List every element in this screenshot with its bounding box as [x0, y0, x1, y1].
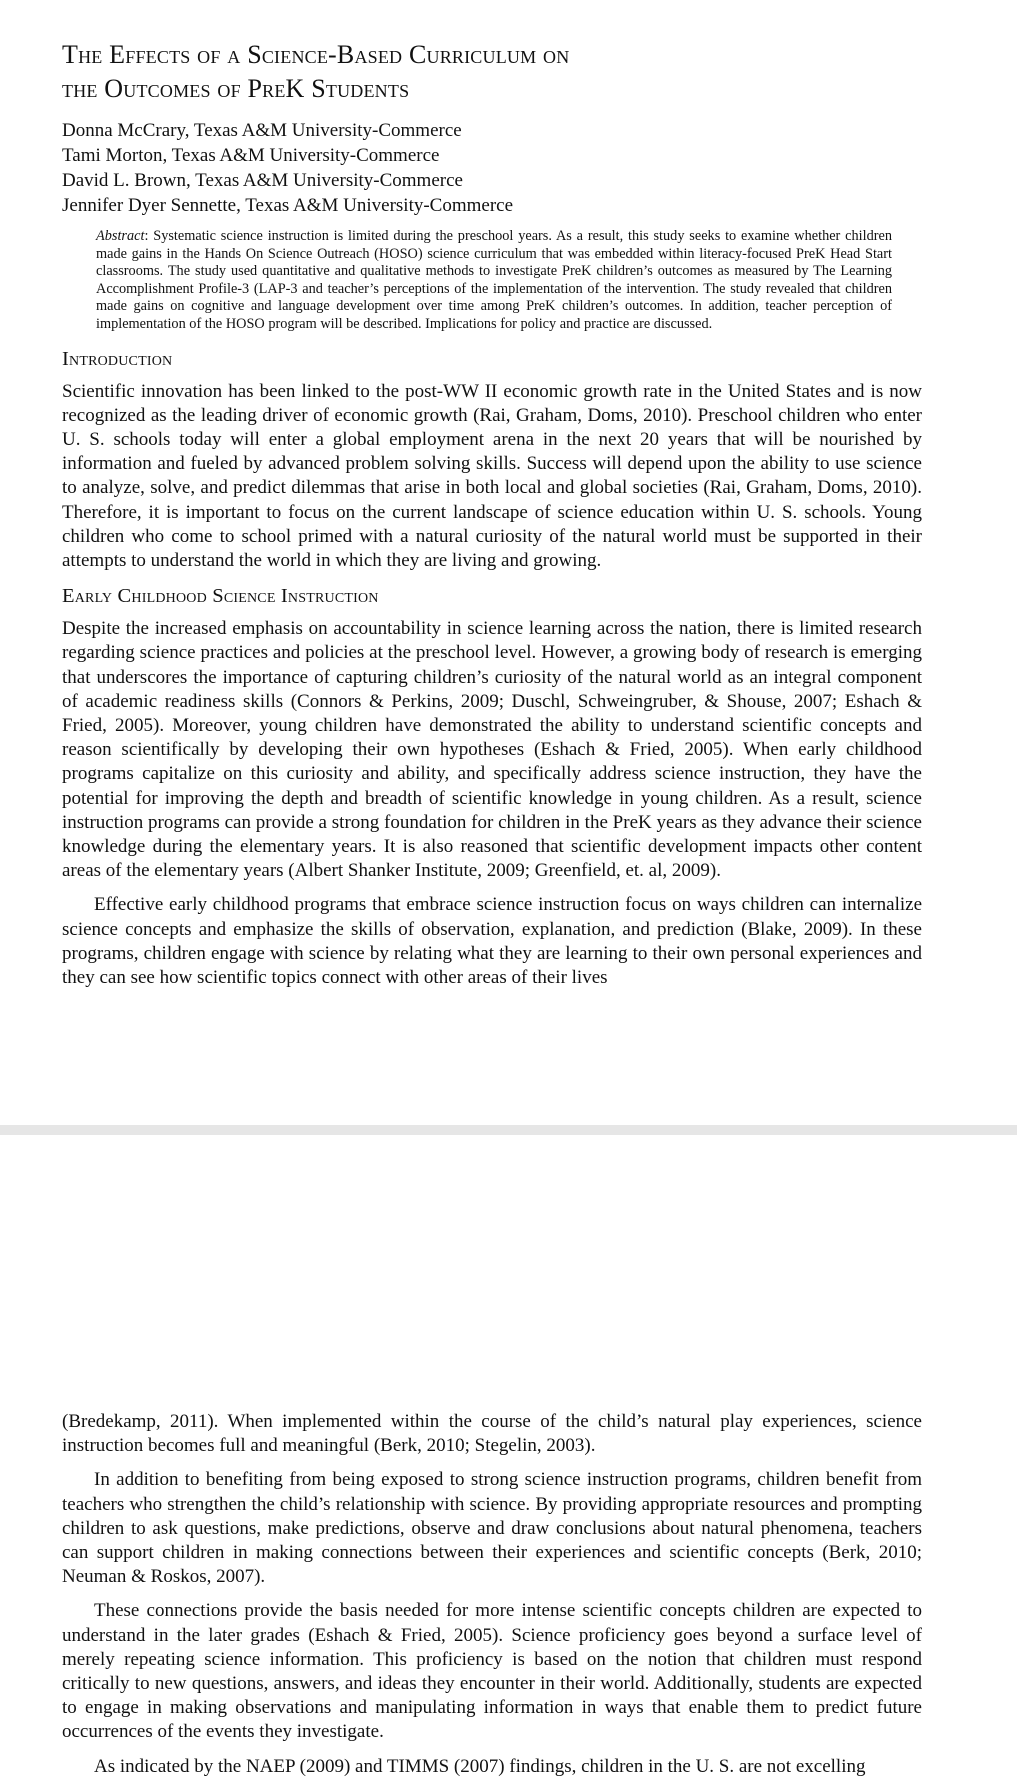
introduction-paragraph: Scientific innovation has been linked to the post-WW II economic growth rate in the United States and is now recognized as the leading driver of economic growth (Rai, Graham, Doms, 2010). Preschool children who enter U. S. schools today will enter a global employment arena in the next 20 years that will be nourished by information and fueled by advanced problem solving skills. Success will depend upon the ability to use science to analyze, solve, and predict dilemmas that arise in both local and global societies (Rai, Graham, Doms, 2010). Therefore, it is important to focus on the current landscape of science education within U. S. schools. Young children who come to school primed with a natural curiosity of the natural world must be supported in their attempts to understand the world in which they are living and growing.	[62, 380, 922, 571]
early-childhood-paragraph-2: Effective early childhood programs that embrace science instruction focus on ways children can internalize science concepts and emphasize the skills of observation, explanation, and prediction (Blake, 2009). In these programs, children engage with science by relating what they are learning to their own personal experiences and they can see how scientific topics connect with other areas of their lives	[62, 894, 922, 989]
author-4: Jennifer Dyer Sennette, Texas A&M University-Commerce	[62, 195, 514, 216]
abstract-text: : Systematic science instruction is limited during the preschool years. As a result, this study seeks to examine whether children made gains in the Hands On Science Outreach (HOSO) science curriculum that was embedded within literacy-focused PreK Head Start classrooms. The study used quantitative and qualitative methods to investigate PreK children’s outcomes as measured by The Learning Accomplishment Profile-3 (LAP-3 and teacher’s perceptions of the implementation of the intervention. The study revealed that children made gains on cognitive and language development over time among PreK children’s outcomes. In addition, teacher perception of implementation of the HOSO program will be described. Implications for policy and practice are discussed.	[96, 228, 892, 332]
author-3: David L. Brown, Texas A&M University-Commerce	[62, 170, 463, 191]
page-2-paragraph-1: (Bredekamp, 2011). When implemented within the course of the child’s natural play experiences, science instruction becomes full and meaningful (Berk, 2010; Stegelin, 2003).	[62, 1411, 922, 1457]
author-2: Tami Morton, Texas A&M University-Commerce	[62, 145, 440, 166]
page-2-content	[62, 1410, 922, 1784]
heading-early-childhood-science: Early Childhood Science Instruction	[62, 585, 379, 608]
early-childhood-paragraph-1: Despite the increased emphasis on accountability in science learning across the nation, there is limited research regarding science practices and policies at the preschool level. However, a growing body of research is emerging that underscores the importance of capturing children’s curiosity of the natural world as an integral component of academic readiness skills (Connors & Perkins, 2009; Duschl, Schweingruber, & Shouse, 2007; Eshach & Fried, 2005). Moreover, young children have demonstrated the ability to understand scientific concepts and reason scientifically by developing their own hypotheses (Eshach & Fried, 2005). When early childhood programs capitalize on this curiosity and ability, and specifically address science instruction, they have the potential for improving the depth and breadth of scientific knowledge in young children. As a result, science instruction programs can provide a strong foundation for children in the PreK years as they advance their science knowledge during the elementary years. It is also reasoned that scientific development impacts other content areas of the elementary years (Albert Shanker Institute, 2009; Greenfield, et. al, 2009).	[62, 618, 922, 882]
page-separator	[0, 1125, 1017, 1135]
author-list	[62, 118, 922, 218]
page-2-paragraph-4-partial: As indicated by the NAEP (2009) and TIMMS (2007) findings, children in the U. S. are not excelling	[94, 1755, 866, 1777]
article-title	[62, 38, 922, 106]
page-2-paragraph-3: These connections provide the basis needed for more intense scientific concepts children are expected to understand in the later grades (Eshach & Fried, 2005). Science proficiency goes beyond a surface level of merely repeating science information. This proficiency is based on the notion that children must respond critically to new questions, answers, and ideas they encounter in their world. Additionally, students are expected to engage in making observations and manipulating information in ways that enable them to predict future occurrences of the events they investigate.	[62, 1600, 922, 1743]
title-line-2: the Outcomes of PreK Students	[62, 74, 410, 103]
author-1: Donna McCrary, Texas A&M University-Commerce	[62, 120, 462, 141]
document-page-2	[0, 1135, 1017, 1784]
heading-introduction: Introduction	[62, 347, 173, 370]
title-line-1: The Effects of a Science-Based Curriculum on	[62, 40, 570, 69]
page-1-content	[62, 38, 922, 1000]
abstract	[96, 228, 892, 334]
page-2-paragraph-2: In addition to benefiting from being exposed to strong science instruction programs, children benefit from teachers who strengthen the child’s relationship with science. By providing appropriate resources and prompting children to ask questions, make predictions, observe and draw conclusions about natural phenomena, teachers can support children in making connections between their experiences and scientific concepts (Berk, 2010; Neuman & Roskos, 2007).	[62, 1469, 922, 1588]
abstract-label: Abstract	[96, 228, 145, 244]
